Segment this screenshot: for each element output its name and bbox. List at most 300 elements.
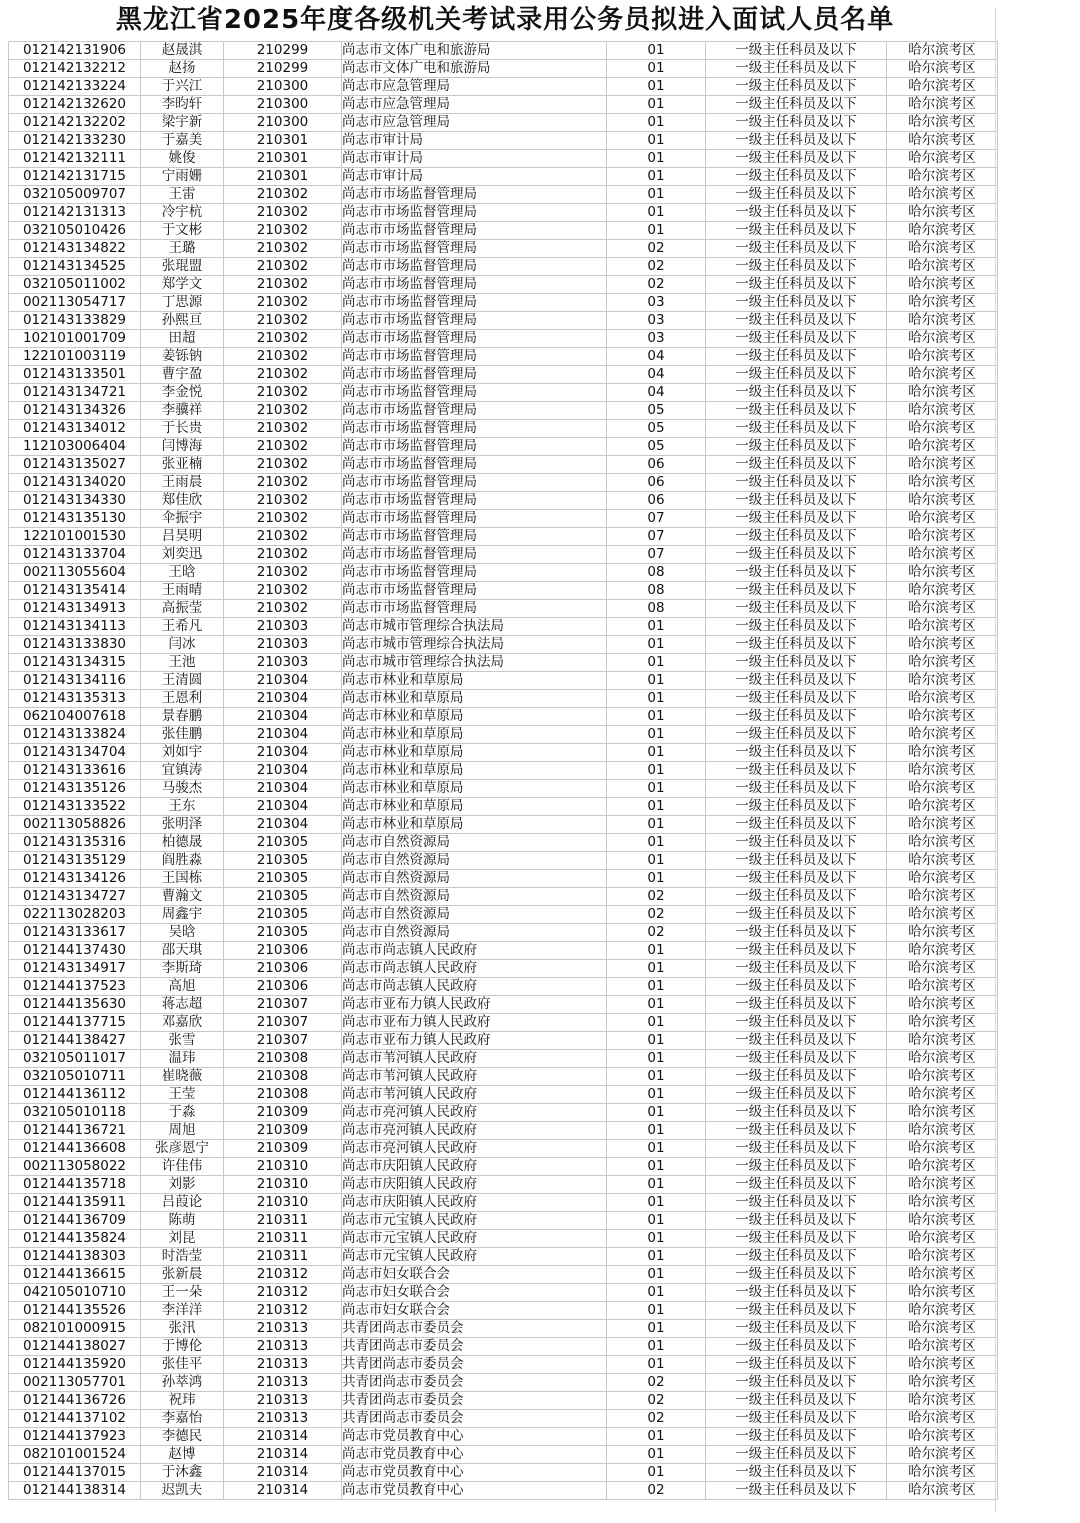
position-number-cell: 01 [607, 60, 706, 78]
table-row [9, 1140, 998, 1158]
position-number-cell: 01 [607, 96, 706, 114]
position-number-cell: 07 [607, 510, 706, 528]
exam-id-cell: 012143135129 [9, 852, 141, 870]
position-number-cell: 01 [607, 1158, 706, 1176]
exam-id-cell: 012143133616 [9, 762, 141, 780]
position-number-cell: 01 [607, 1104, 706, 1122]
job-level-cell: 一级主任科员及以下 [706, 1464, 887, 1482]
position-number-cell: 02 [607, 1392, 706, 1410]
table-row [9, 438, 998, 456]
position-number-cell: 03 [607, 312, 706, 330]
department-cell: 尚志市市场监督管理局 [342, 402, 607, 420]
exam-id-cell: 012142132202 [9, 114, 141, 132]
position-number-cell: 01 [607, 1356, 706, 1374]
table-row [9, 1302, 998, 1320]
exam-area-cell: 哈尔滨考区 [887, 1320, 998, 1338]
table-row [9, 960, 998, 978]
table-row [9, 312, 998, 330]
table-row [9, 474, 998, 492]
exam-id-cell: 012143135414 [9, 582, 141, 600]
name-cell: 曹宇盈 [141, 366, 224, 384]
job-level-cell: 一级主任科员及以下 [706, 546, 887, 564]
exam-area-cell: 哈尔滨考区 [887, 564, 998, 582]
table-row [9, 186, 998, 204]
department-cell: 共青团尚志市委员会 [342, 1338, 607, 1356]
exam-area-cell: 哈尔滨考区 [887, 618, 998, 636]
exam-area-cell: 哈尔滨考区 [887, 150, 998, 168]
position-code-cell: 210308 [224, 1086, 342, 1104]
table-row [9, 456, 998, 474]
exam-id-cell: 012144137523 [9, 978, 141, 996]
job-level-cell: 一级主任科员及以下 [706, 150, 887, 168]
exam-area-cell: 哈尔滨考区 [887, 744, 998, 762]
table-row [9, 384, 998, 402]
job-level-cell: 一级主任科员及以下 [706, 1212, 887, 1230]
exam-area-cell: 哈尔滨考区 [887, 870, 998, 888]
job-level-cell: 一级主任科员及以下 [706, 60, 887, 78]
exam-id-cell: 012144136608 [9, 1140, 141, 1158]
exam-id-cell: 122101001530 [9, 528, 141, 546]
position-number-cell: 04 [607, 366, 706, 384]
exam-area-cell: 哈尔滨考区 [887, 132, 998, 150]
table-row [9, 402, 998, 420]
name-cell: 柏德晟 [141, 834, 224, 852]
name-cell: 于博伦 [141, 1338, 224, 1356]
exam-area-cell: 哈尔滨考区 [887, 1410, 998, 1428]
table-row [9, 1014, 998, 1032]
department-cell: 尚志市市场监督管理局 [342, 186, 607, 204]
position-number-cell: 01 [607, 1014, 706, 1032]
position-number-cell: 04 [607, 384, 706, 402]
position-code-cell: 210308 [224, 1050, 342, 1068]
position-number-cell: 01 [607, 762, 706, 780]
table-row [9, 528, 998, 546]
department-cell: 尚志市林业和草原局 [342, 762, 607, 780]
name-cell: 吴晗 [141, 924, 224, 942]
job-level-cell: 一级主任科员及以下 [706, 690, 887, 708]
table-row [9, 618, 998, 636]
position-number-cell: 01 [607, 1446, 706, 1464]
exam-id-cell: 082101001524 [9, 1446, 141, 1464]
exam-area-cell: 哈尔滨考区 [887, 204, 998, 222]
exam-area-cell: 哈尔滨考区 [887, 330, 998, 348]
job-level-cell: 一级主任科员及以下 [706, 852, 887, 870]
job-level-cell: 一级主任科员及以下 [706, 114, 887, 132]
job-level-cell: 一级主任科员及以下 [706, 1140, 887, 1158]
table-row [9, 1320, 998, 1338]
job-level-cell: 一级主任科员及以下 [706, 744, 887, 762]
position-number-cell: 01 [607, 1266, 706, 1284]
table-row [9, 1482, 998, 1500]
job-level-cell: 一级主任科员及以下 [706, 294, 887, 312]
job-level-cell: 一级主任科员及以下 [706, 708, 887, 726]
department-cell: 尚志市庆阳镇人民政府 [342, 1176, 607, 1194]
exam-area-cell: 哈尔滨考区 [887, 1122, 998, 1140]
department-cell: 尚志市自然资源局 [342, 906, 607, 924]
exam-area-cell: 哈尔滨考区 [887, 276, 998, 294]
name-cell: 郑佳欣 [141, 492, 224, 510]
exam-id-cell: 012143133824 [9, 726, 141, 744]
position-number-cell: 01 [607, 1086, 706, 1104]
position-code-cell: 210307 [224, 1014, 342, 1032]
department-cell: 尚志市妇女联合会 [342, 1284, 607, 1302]
position-code-cell: 210302 [224, 312, 342, 330]
exam-id-cell: 012144135718 [9, 1176, 141, 1194]
position-code-cell: 210302 [224, 600, 342, 618]
name-cell: 张新晨 [141, 1266, 224, 1284]
table-row [9, 816, 998, 834]
exam-area-cell: 哈尔滨考区 [887, 1032, 998, 1050]
exam-id-cell: 012144136721 [9, 1122, 141, 1140]
exam-id-cell: 012144137923 [9, 1428, 141, 1446]
exam-area-cell: 哈尔滨考区 [887, 942, 998, 960]
name-cell: 王国栋 [141, 870, 224, 888]
department-cell: 尚志市市场监督管理局 [342, 438, 607, 456]
job-level-cell: 一级主任科员及以下 [706, 384, 887, 402]
position-number-cell: 01 [607, 672, 706, 690]
job-level-cell: 一级主任科员及以下 [706, 1032, 887, 1050]
table-row [9, 348, 998, 366]
name-cell: 梁宇新 [141, 114, 224, 132]
job-level-cell: 一级主任科员及以下 [706, 456, 887, 474]
exam-area-cell: 哈尔滨考区 [887, 1068, 998, 1086]
name-cell: 赵扬 [141, 60, 224, 78]
position-number-cell: 08 [607, 600, 706, 618]
department-cell: 尚志市尚志镇人民政府 [342, 942, 607, 960]
name-cell: 李洋洋 [141, 1302, 224, 1320]
department-cell: 尚志市尚志镇人民政府 [342, 978, 607, 996]
table-row [9, 906, 998, 924]
position-code-cell: 210300 [224, 96, 342, 114]
table-row [9, 726, 998, 744]
name-cell: 刘奕迅 [141, 546, 224, 564]
name-cell: 王雨晴 [141, 582, 224, 600]
table-row [9, 798, 998, 816]
position-number-cell: 01 [607, 726, 706, 744]
exam-area-cell: 哈尔滨考区 [887, 546, 998, 564]
exam-area-cell: 哈尔滨考区 [887, 1014, 998, 1032]
department-cell: 尚志市党员教育中心 [342, 1482, 607, 1500]
exam-area-cell: 哈尔滨考区 [887, 1230, 998, 1248]
position-code-cell: 210302 [224, 204, 342, 222]
exam-id-cell: 012143133617 [9, 924, 141, 942]
job-level-cell: 一级主任科员及以下 [706, 402, 887, 420]
name-cell: 丁思源 [141, 294, 224, 312]
name-cell: 王清圆 [141, 672, 224, 690]
job-level-cell: 一级主任科员及以下 [706, 1266, 887, 1284]
job-level-cell: 一级主任科员及以下 [706, 726, 887, 744]
position-code-cell: 210306 [224, 942, 342, 960]
exam-area-cell: 哈尔滨考区 [887, 852, 998, 870]
position-code-cell: 210300 [224, 78, 342, 96]
exam-id-cell: 012144136709 [9, 1212, 141, 1230]
name-cell: 赵博 [141, 1446, 224, 1464]
name-cell: 陈萌 [141, 1212, 224, 1230]
exam-id-cell: 112103006404 [9, 438, 141, 456]
exam-id-cell: 012143134116 [9, 672, 141, 690]
table-row [9, 654, 998, 672]
position-code-cell: 210310 [224, 1158, 342, 1176]
name-cell: 于兴江 [141, 78, 224, 96]
position-number-cell: 05 [607, 402, 706, 420]
exam-id-cell: 012144138314 [9, 1482, 141, 1500]
name-cell: 周旭 [141, 1122, 224, 1140]
exam-area-cell: 哈尔滨考区 [887, 924, 998, 942]
department-cell: 尚志市自然资源局 [342, 852, 607, 870]
job-level-cell: 一级主任科员及以下 [706, 492, 887, 510]
job-level-cell: 一级主任科员及以下 [706, 132, 887, 150]
job-level-cell: 一级主任科员及以下 [706, 222, 887, 240]
position-number-cell: 01 [607, 1320, 706, 1338]
position-number-cell: 03 [607, 330, 706, 348]
job-level-cell: 一级主任科员及以下 [706, 618, 887, 636]
exam-area-cell: 哈尔滨考区 [887, 654, 998, 672]
job-level-cell: 一级主任科员及以下 [706, 168, 887, 186]
position-code-cell: 210304 [224, 672, 342, 690]
exam-id-cell: 012142133224 [9, 78, 141, 96]
position-code-cell: 210300 [224, 114, 342, 132]
position-number-cell: 08 [607, 582, 706, 600]
position-number-cell: 01 [607, 150, 706, 168]
exam-id-cell: 012143133501 [9, 366, 141, 384]
table-row [9, 168, 998, 186]
exam-id-cell: 012143135126 [9, 780, 141, 798]
exam-area-cell: 哈尔滨考区 [887, 582, 998, 600]
department-cell: 尚志市林业和草原局 [342, 708, 607, 726]
exam-area-cell: 哈尔滨考区 [887, 1374, 998, 1392]
position-code-cell: 210302 [224, 492, 342, 510]
department-cell: 尚志市市场监督管理局 [342, 474, 607, 492]
job-level-cell: 一级主任科员及以下 [706, 600, 887, 618]
name-cell: 王晗 [141, 564, 224, 582]
position-code-cell: 210305 [224, 888, 342, 906]
exam-id-cell: 012144137430 [9, 942, 141, 960]
exam-id-cell: 012143134913 [9, 600, 141, 618]
name-cell: 张汛 [141, 1320, 224, 1338]
exam-id-cell: 002113057701 [9, 1374, 141, 1392]
name-cell: 王雨晨 [141, 474, 224, 492]
position-code-cell: 210303 [224, 654, 342, 672]
position-code-cell: 210304 [224, 744, 342, 762]
job-level-cell: 一级主任科员及以下 [706, 816, 887, 834]
position-code-cell: 210302 [224, 240, 342, 258]
name-cell: 于文彬 [141, 222, 224, 240]
job-level-cell: 一级主任科员及以下 [706, 834, 887, 852]
exam-id-cell: 012143135027 [9, 456, 141, 474]
position-code-cell: 210308 [224, 1068, 342, 1086]
department-cell: 尚志市林业和草原局 [342, 726, 607, 744]
job-level-cell: 一级主任科员及以下 [706, 366, 887, 384]
department-cell: 尚志市林业和草原局 [342, 672, 607, 690]
position-number-cell: 01 [607, 1140, 706, 1158]
position-code-cell: 210310 [224, 1176, 342, 1194]
table-row [9, 240, 998, 258]
exam-id-cell: 012143133829 [9, 312, 141, 330]
table-row [9, 1446, 998, 1464]
job-level-cell: 一级主任科员及以下 [706, 1068, 887, 1086]
name-cell: 许佳伟 [141, 1158, 224, 1176]
name-cell: 周鑫宇 [141, 906, 224, 924]
exam-area-cell: 哈尔滨考区 [887, 1392, 998, 1410]
exam-area-cell: 哈尔滨考区 [887, 60, 998, 78]
job-level-cell: 一级主任科员及以下 [706, 1158, 887, 1176]
department-cell: 尚志市自然资源局 [342, 870, 607, 888]
exam-id-cell: 082101000915 [9, 1320, 141, 1338]
exam-id-cell: 042105010710 [9, 1284, 141, 1302]
name-cell: 阎胜淼 [141, 852, 224, 870]
department-cell: 尚志市林业和草原局 [342, 816, 607, 834]
position-code-cell: 210311 [224, 1230, 342, 1248]
department-cell: 尚志市市场监督管理局 [342, 258, 607, 276]
position-code-cell: 210309 [224, 1104, 342, 1122]
candidate-table [8, 41, 998, 1500]
exam-area-cell: 哈尔滨考区 [887, 492, 998, 510]
position-number-cell: 06 [607, 474, 706, 492]
name-cell: 于长贵 [141, 420, 224, 438]
job-level-cell: 一级主任科员及以下 [706, 312, 887, 330]
name-cell: 田超 [141, 330, 224, 348]
table-row [9, 942, 998, 960]
exam-area-cell: 哈尔滨考区 [887, 528, 998, 546]
name-cell: 冷宇杭 [141, 204, 224, 222]
job-level-cell: 一级主任科员及以下 [706, 582, 887, 600]
position-number-cell: 01 [607, 1122, 706, 1140]
department-cell: 尚志市亚布力镇人民政府 [342, 996, 607, 1014]
name-cell: 王希凡 [141, 618, 224, 636]
position-code-cell: 210314 [224, 1464, 342, 1482]
name-cell: 李骥祥 [141, 402, 224, 420]
position-code-cell: 210302 [224, 402, 342, 420]
department-cell: 尚志市城市管理综合执法局 [342, 636, 607, 654]
exam-id-cell: 062104007618 [9, 708, 141, 726]
exam-area-cell: 哈尔滨考区 [887, 168, 998, 186]
exam-area-cell: 哈尔滨考区 [887, 348, 998, 366]
name-cell: 李金悦 [141, 384, 224, 402]
job-level-cell: 一级主任科员及以下 [706, 1392, 887, 1410]
name-cell: 时浩莹 [141, 1248, 224, 1266]
table-row [9, 834, 998, 852]
position-number-cell: 01 [607, 1050, 706, 1068]
exam-area-cell: 哈尔滨考区 [887, 1212, 998, 1230]
table-row [9, 1428, 998, 1446]
exam-id-cell: 002113055604 [9, 564, 141, 582]
exam-id-cell: 002113058826 [9, 816, 141, 834]
name-cell: 崔晓薇 [141, 1068, 224, 1086]
exam-area-cell: 哈尔滨考区 [887, 1158, 998, 1176]
table-row [9, 1158, 998, 1176]
position-code-cell: 210306 [224, 978, 342, 996]
position-code-cell: 210313 [224, 1392, 342, 1410]
position-code-cell: 210306 [224, 960, 342, 978]
department-cell: 尚志市亮河镇人民政府 [342, 1140, 607, 1158]
exam-id-cell: 012143134917 [9, 960, 141, 978]
position-code-cell: 210302 [224, 564, 342, 582]
department-cell: 尚志市市场监督管理局 [342, 384, 607, 402]
job-level-cell: 一级主任科员及以下 [706, 204, 887, 222]
job-level-cell: 一级主任科员及以下 [706, 96, 887, 114]
job-level-cell: 一级主任科员及以下 [706, 438, 887, 456]
job-level-cell: 一级主任科员及以下 [706, 276, 887, 294]
name-cell: 蒋志超 [141, 996, 224, 1014]
position-number-cell: 01 [607, 816, 706, 834]
name-cell: 孙萃鸿 [141, 1374, 224, 1392]
position-code-cell: 210312 [224, 1284, 342, 1302]
exam-area-cell: 哈尔滨考区 [887, 1446, 998, 1464]
table-row [9, 60, 998, 78]
exam-id-cell: 012143135130 [9, 510, 141, 528]
job-level-cell: 一级主任科员及以下 [706, 906, 887, 924]
job-level-cell: 一级主任科员及以下 [706, 1050, 887, 1068]
department-cell: 尚志市市场监督管理局 [342, 456, 607, 474]
job-level-cell: 一级主任科员及以下 [706, 1194, 887, 1212]
exam-area-cell: 哈尔滨考区 [887, 636, 998, 654]
exam-area-cell: 哈尔滨考区 [887, 1140, 998, 1158]
exam-id-cell: 012144138027 [9, 1338, 141, 1356]
table-row [9, 672, 998, 690]
exam-area-cell: 哈尔滨考区 [887, 42, 998, 60]
position-number-cell: 06 [607, 456, 706, 474]
department-cell: 尚志市市场监督管理局 [342, 600, 607, 618]
position-number-cell: 01 [607, 1032, 706, 1050]
position-code-cell: 210313 [224, 1320, 342, 1338]
position-number-cell: 01 [607, 834, 706, 852]
position-number-cell: 03 [607, 294, 706, 312]
position-code-cell: 210301 [224, 132, 342, 150]
position-number-cell: 01 [607, 1464, 706, 1482]
department-cell: 尚志市市场监督管理局 [342, 564, 607, 582]
position-code-cell: 210302 [224, 276, 342, 294]
exam-id-cell: 012144135920 [9, 1356, 141, 1374]
table-row [9, 204, 998, 222]
table-row [9, 1392, 998, 1410]
name-cell: 温玮 [141, 1050, 224, 1068]
table-row [9, 330, 998, 348]
exam-area-cell: 哈尔滨考区 [887, 96, 998, 114]
table-row [9, 978, 998, 996]
table-row [9, 1410, 998, 1428]
job-level-cell: 一级主任科员及以下 [706, 888, 887, 906]
exam-area-cell: 哈尔滨考区 [887, 384, 998, 402]
exam-area-cell: 哈尔滨考区 [887, 1356, 998, 1374]
exam-id-cell: 032105010118 [9, 1104, 141, 1122]
exam-id-cell: 012144138427 [9, 1032, 141, 1050]
position-code-cell: 210302 [224, 456, 342, 474]
name-cell: 祝玮 [141, 1392, 224, 1410]
exam-id-cell: 012143134721 [9, 384, 141, 402]
name-cell: 吕葭论 [141, 1194, 224, 1212]
name-cell: 吕昊明 [141, 528, 224, 546]
name-cell: 赵晟淇 [141, 42, 224, 60]
department-cell: 共青团尚志市委员会 [342, 1392, 607, 1410]
job-level-cell: 一级主任科员及以下 [706, 1284, 887, 1302]
name-cell: 闫冰 [141, 636, 224, 654]
table-row [9, 366, 998, 384]
table-row [9, 222, 998, 240]
position-number-cell: 02 [607, 1410, 706, 1428]
position-number-cell: 08 [607, 564, 706, 582]
position-number-cell: 01 [607, 618, 706, 636]
job-level-cell: 一级主任科员及以下 [706, 798, 887, 816]
position-number-cell: 01 [607, 636, 706, 654]
position-number-cell: 01 [607, 1230, 706, 1248]
position-number-cell: 01 [607, 1212, 706, 1230]
table-row [9, 420, 998, 438]
job-level-cell: 一级主任科员及以下 [706, 654, 887, 672]
job-level-cell: 一级主任科员及以下 [706, 762, 887, 780]
department-cell: 共青团尚志市委员会 [342, 1320, 607, 1338]
position-number-cell: 01 [607, 960, 706, 978]
exam-id-cell: 032105009707 [9, 186, 141, 204]
